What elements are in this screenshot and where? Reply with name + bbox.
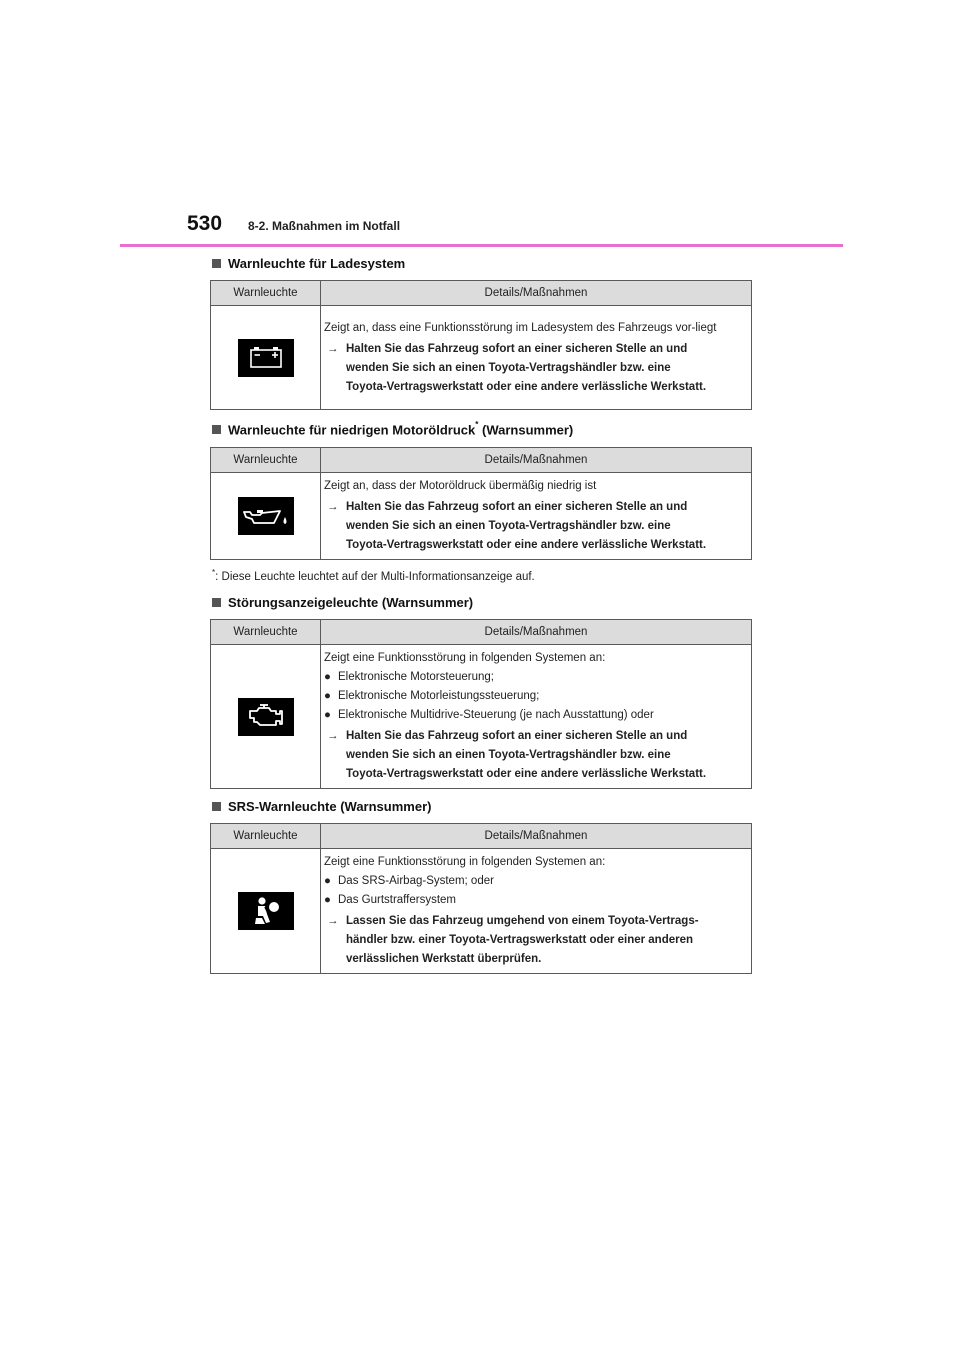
action-line: Halten Sie das Fahrzeug sofort an einer sicheren Stelle an und <box>346 730 688 742</box>
engine-icon <box>238 698 294 736</box>
airbag-icon <box>238 892 294 930</box>
arrow-icon: → <box>327 342 339 355</box>
column-header-details: Details/Maßnahmen <box>321 448 752 473</box>
column-header-details: Details/Maßnahmen <box>321 281 752 306</box>
section-title: 8-2. Maßnahmen im Notfall <box>248 219 401 233</box>
list-item: ● Elektronische Multidrive-Steuerung (je nach Ausstattung) oder <box>324 706 747 725</box>
arrow-icon: → <box>327 730 339 742</box>
bullet-icon: ● <box>324 671 331 683</box>
bullet-icon: ● <box>324 709 331 721</box>
footnote: *: Diese Leuchte leuchtet auf der Multi-Informationsanzeige auf. <box>212 568 535 583</box>
table-row <box>211 849 752 974</box>
action-line: Toyota-Vertragswerkstatt oder eine andere verlässliche Werkstatt. <box>346 768 707 780</box>
heading-charging-text: Warnleuchte für Ladesystem <box>228 256 406 271</box>
action-line: Lassen Sie das Fahrzeug umgehend von einem Toyota-Vertrags- <box>346 915 699 927</box>
action-instruction <box>324 912 747 969</box>
table-oil <box>210 447 752 560</box>
square-bullet-icon <box>212 598 221 607</box>
action-line: händler bzw. einer Toyota-Vertragswerkstatt oder einer anderen <box>346 934 694 946</box>
bullet-icon: ● <box>324 894 331 906</box>
heading-charging <box>212 256 405 271</box>
header-divider <box>120 244 843 247</box>
action-line: wenden Sie sich an einen Toyota-Vertragshändler bzw. eine <box>346 520 671 532</box>
column-header-details: Details/Maßnahmen <box>321 824 752 849</box>
column-header-warnleuchte: Warnleuchte <box>211 620 321 645</box>
action-instruction <box>324 498 747 555</box>
column-header-warnleuchte: Warnleuchte <box>211 448 321 473</box>
description-text: Zeigt an, dass eine Funktionsstörung im Ladesystem des Fahrzeugs vor-liegt <box>324 321 717 334</box>
action-line: Toyota-Vertragswerkstatt oder eine andere verlässliche Werkstatt. <box>346 539 707 551</box>
list-item: ● Das SRS-Airbag-System; oder <box>324 872 747 891</box>
table-row <box>211 473 752 560</box>
bullet-icon: ● <box>324 690 331 702</box>
action-line: Toyota-Vertragswerkstatt oder eine andere verlässliche Werkstatt. <box>346 380 707 393</box>
arrow-icon: → <box>327 501 339 513</box>
table-row <box>211 645 752 789</box>
heading-malfunction-text: Störungsanzeigeleuchte (Warnsummer) <box>228 595 474 610</box>
oil-can-icon <box>238 497 294 535</box>
table-charging <box>210 280 752 410</box>
arrow-icon: → <box>327 915 339 927</box>
action-line: Halten Sie das Fahrzeug sofort an einer sicheren Stelle an und <box>346 342 688 355</box>
heading-srs <box>212 799 431 814</box>
list-item: ● Das Gurtstraffersystem <box>324 891 747 910</box>
square-bullet-icon <box>212 425 221 434</box>
column-header-warnleuchte: Warnleuchte <box>211 281 321 306</box>
action-line: Halten Sie das Fahrzeug sofort an einer sicheren Stelle an und <box>346 501 688 513</box>
heading-srs-text: SRS-Warnleuchte (Warnsummer) <box>228 799 432 814</box>
description-text: Zeigt eine Funktionsstörung in folgenden Systemen an: <box>324 652 606 664</box>
list-item: ● Elektronische Motorsteuerung; <box>324 668 747 687</box>
action-line: wenden Sie sich an einen Toyota-Vertragshändler bzw. eine <box>346 361 671 374</box>
action-instruction <box>324 727 747 784</box>
table-row <box>211 306 752 410</box>
description-text: Zeigt eine Funktionsstörung in folgenden Systemen an: <box>324 856 606 868</box>
heading-oil <box>212 422 573 437</box>
bullet-icon: ● <box>324 875 331 887</box>
table-srs <box>210 823 752 974</box>
column-header-details: Details/Maßnahmen <box>321 620 752 645</box>
heading-malfunction <box>212 595 473 610</box>
column-header-warnleuchte: Warnleuchte <box>211 824 321 849</box>
battery-icon <box>238 339 294 377</box>
heading-oil-text: Warnleuchte für niedrigen Motoröldruck* (Warnsummer) <box>228 420 574 438</box>
description-text: Zeigt an, dass der Motoröldruck übermäßig niedrig ist <box>324 480 597 492</box>
square-bullet-icon <box>212 802 221 811</box>
action-line: verlässlichen Werkstatt überprüfen. <box>346 953 542 965</box>
action-instruction <box>324 340 747 397</box>
action-line: wenden Sie sich an einen Toyota-Vertragshändler bzw. eine <box>346 749 671 761</box>
square-bullet-icon <box>212 259 221 268</box>
list-item: ● Elektronische Motorleistungssteuerung; <box>324 687 747 706</box>
table-malfunction <box>210 619 752 789</box>
page-number: 530 <box>187 212 223 235</box>
